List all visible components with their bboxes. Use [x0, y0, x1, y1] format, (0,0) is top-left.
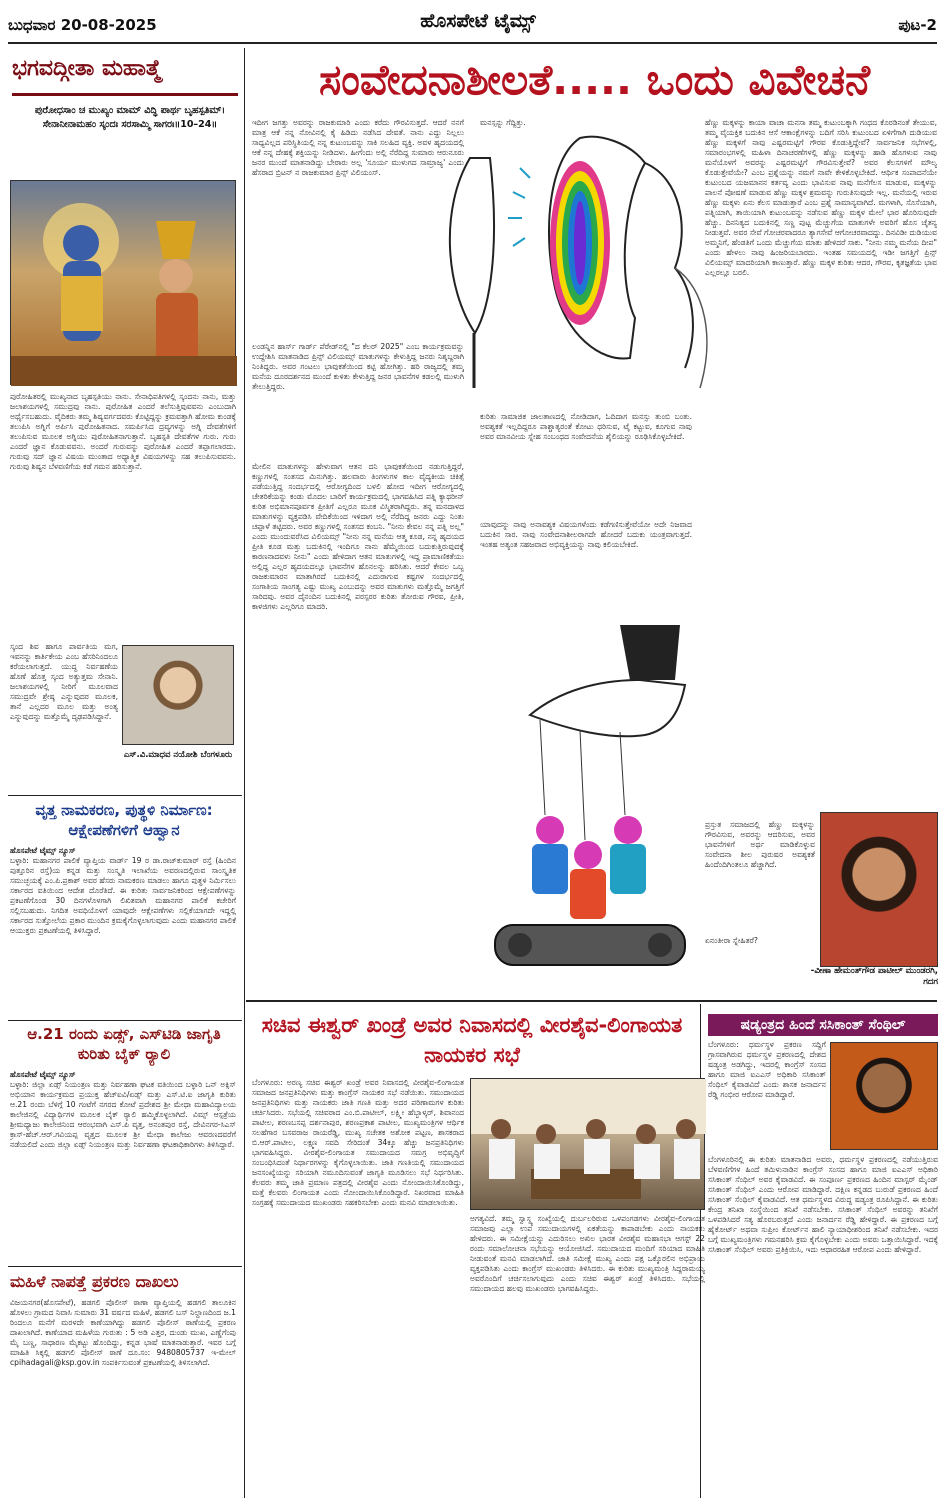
gita-body-text: ಪುರೋಹಿತರಲ್ಲಿ ಮುಖ್ಯನಾದ ಬೃಹಸ್ಪತಿಯು ನಾನು. ಸೇನಾಧಿಪತಿಗಳಲ್ಲಿ ಸ್ಕಂದನು ನಾನು, ಮತ್ತು ಜಲಾಶಯಗಳಲ್ಲಿ ಸಮುದ್ರವು ನಾನು. ಪುರೋಹಿತ ಎಂದರೆ ತಲೆಸುತ್ತಿವುವವನು ಎಂಬುದಾಗಿ ಅರ್ಥೈಸಬಹುದು. ವೈದಿಕರು ತಮ್ಮ ಶಿಷ್ಯವರ್ಗದವರು ಕೊಟ್ಟಿದ್ದನ್ನು ಕ್ರಮವತ್ತಾಗಿ ಹೋಮ ಕುಂಡಕ್ಕೆ ತಲುಪಿಸಿ ಅಗ್ನಿಗೆ ಅರ್ಪಿಸಿ ಪುರೋಹಿತನಾದ. ಸಮರ್ಪಿಸಿದ ದ್ರವ್ಯಗಳನ್ನು ಅಗ್ನಿ ದೇವತೆಗಳಿಗೆ ತಲುಪಿಸುವ ಮೂಲಕ ಅಗ್ನಿಯು ಪುರೋಹಿತನಾಗುತ್ತಾನೆ. ಬೃಹಸ್ಪತಿ ದೇವತೆಗಳ ಗುರು. ಗುರು ಎಂದರೆ ಜ್ಞಾನ ಕೊಡುವವನು. ಅಂದರೆ ಗುರುವನ್ನು ಪುರೋಹಿತ ಎಂದರೆ ತಪ್ಪಾಗಲಾರದು. ಗುರುವು ಸದ್ ಜ್ಞಾನ ವಿಷಯ ಮುಂತಾದ ಅಧ್ಯಾತ್ಮಿಕ ವಿಷಯಗಳನ್ನು ಸಹ ತಲುಪಿಸುವವನು. ಗುರುವು ಶಿಷ್ಯನ ಬೆಳವಣಿಗೆಯ ಕಡೆ ಗಮನ ಹರಿಸುತ್ತಾನೆ. — [10, 392, 236, 472]
main-article-london: ಲಂಡನ್ನಿನ ಹಾರ್ಸ್ ಗಾರ್ಡ್ ಪೆರೇಡ್‌ನಲ್ಲಿ "ದ ಕೆಲರ್ 2025" ಎಂಬ ಕಾರ್ಯಕ್ರಮವನ್ನು ಉದ್ದೇಶಿಸಿ ಮಾತನಾಡಿದ ಪ್ರಿನ್ಸ್ ವಿಲಿಯಮ್ಸ್ ಮಾತುಗಳನ್ನು ಕೇಳುತ್ತಿದ್ದ ಜನರು ನಿಶ್ಶಬ್ದರಾಗಿ ನಿಂತಿದ್ದರು. ಅವರ ಗಂಟಲು ಭಾವುಕತೆಯಿಂದ ಕಟ್ಟಿ ಹೋಗಿತ್ತು. ಹರಿ ರಾಜ್ಯದಲ್ಲಿ ತಮ್ಮ ಮನೆಯ ದೂರದರ್ಶನದ ಮುಂದೆ ಕುಳಿತು ಕೇಳುತ್ತಿದ್ದ ಜನರ ಭಾವನೆಗಳ ಕಡಲಲ್ಲಿ ಮುಳುಗಿ ತೇಲುತ್ತಿದ್ದರು. — [252, 342, 464, 392]
section-divider — [8, 1266, 242, 1267]
aids-rally-body-text — [10, 1070, 236, 1260]
naming-body-content: ಬಳ್ಳಾರಿ: ಮಹಾನಗರ ಪಾಲಿಕೆ ವ್ಯಾಪ್ತಿಯ ವಾರ್ಡ್ 19 ರ ಡಾ.ರಾಜ್‌ಕುಮಾರ್ ರಸ್ತೆ (ಹಿಂದಿನ ಪುತ್ತೂರಿನ ರಸ್ತೆ)ಯ ಕನ್ನಡ ಮತ್ತು ಸಂಸ್ಕೃತಿ ಇಲಾಖೆಯ ಅವರಣದಲ್ಲಿರುವ ಸಾಂಸ್ಕೃತಿಕ ಸಮುಚ್ಛಯಕ್ಕೆ ಎಂ.ಪಿ.ಪ್ರಕಾಶ್ ಅವರ ಹೆಸರು ನಾಮಕರಣ ಮಾಡಲು ಹಾಗೂ ಪುತ್ಥಳಿ ನಿರ್ಮಿಸಲು ಸರ್ಕಾರದ ವತಿಯಿಂದ ಆದೇಶ ದೊರೆತಿದೆ. ಈ ಕುರಿತು ಸಾರ್ವಜನಿಕರಿಂದ ಆಕ್ಷೇಪಣೆಗಳನ್ನು ಪ್ರಕಟಣೆಗೊಂಡ 30 ದಿನಗಳೊಳಗಾಗಿ ಲಿಖಿತವಾಗಿ ಮಹಾನಗರ ಪಾಲಿಕೆ ಕಚೇರಿಗೆ ಸಲ್ಲಿಸಬಹುದು. ನಿಗದಿತ ಅವಧಿಯೊಳಗೆ ಯಾವುದೇ ಆಕ್ಷೇಪಣೆಗಳು ಸಲ್ಲಿಕೆಯಾಗದೇ ಇದ್ದಲ್ಲಿ ಸರ್ಕಾರದ ಸುತ್ತೋಲೆಯ ಪ್ರಕಾರ ಮುಂದಿನ ಕ್ರಮಕೈಗೊಳ್ಳಲಾಗುವುದು ಎಂದು ಮಹಾನಗರ ಪಾಲಿಕೆ ಆಯುಕ್ತರು ಪ್ರಕಟಣೆಯಲ್ಲಿ ತಿಳಿಸಿದ್ದಾರೆ. — [10, 856, 236, 936]
columnist-caption: -ವೀಣಾ ಹೇಮಂತ್‌ಗೌಡ ಪಾಟೀಲ್ ಮುಂಡರಗಿ, ಗದಗ — [810, 966, 938, 988]
gita-verse: ಪುರೋಧಸಾಂ ಚ ಮುಖ್ಯಂ ಮಾಮ್ ವಿದ್ಧಿ ಪಾರ್ಥ ಬೃಹಸ್ಪತಿಮ್। ಸೇನಾನೀನಾಮಹಂ ಸ್ಕಂದಃ ಸರಸಾಮ್ಮಿ ಸಾಗರಃ॥10–24॥ — [34, 105, 226, 131]
naming-byline: ಹೊಸಪೇಟೆ ಟೈಮ್ಸ್ ನ್ಯೂಸ್ — [10, 846, 76, 855]
sasikanth-body-text: ಬೆಂಗಳೂರು: ಧರ್ಮಸ್ಥಳ ಪ್ರಕರಣ ಸದ್ದಿಗೆ ಗ್ರಾಸವಾಗಿರುವ ಧರ್ಮಸ್ಥಳ ಪ್ರಕರಣದಲ್ಲಿ ದೇಶದ ಷಡ್ಯಂತ್ರ ಅಡಗಿದ್ದು, ಇದರಲ್ಲಿ ಕಾಂಗ್ರೆಸ್ ಸಂಸದ ಹಾಗೂ ಮಾಜಿ ಐಎಎಸ್ ಅಧಿಕಾರಿ ಸಸಿಕಾಂತ್ ಸೆಂಥಿಲ್ ಕೈವಾಡವಿದೆ ಎಂದು ಶಾಸಕ ಜನಾರ್ದನ ರೆಡ್ಡಿ ಗಂಭೀರ ಆರೋಪ ಮಾಡಿದ್ದಾರೆ. — [708, 1040, 826, 1100]
header-divider — [8, 42, 937, 44]
author-photo — [122, 645, 234, 745]
main-article-conclusion: ಪ್ರಸ್ತುತ ಸಮಾಜದಲ್ಲಿ ಹೆಣ್ಣು ಮಕ್ಕಳನ್ನು ಗೌರವಿಸುವ, ಅವರನ್ನು ಆದರಿಸುವ, ಅವರ ಭಾವನೆಗಳಿಗೆ ಅರ್ಥ ಮಾಡಿಕೊಳ್ಳುವ ಸಂವೇದನಾ ಶೀಲ ಪುರುಷರ ಅವಶ್ಯಕತೆ ಹಿಂದೆಂದಿಗಿಂತಲೂ ಹೆಚ್ಚಾಗಿದೆ. — [705, 820, 815, 870]
column-divider — [244, 48, 245, 1498]
section-divider — [8, 795, 242, 796]
naming-headline: ವೃತ್ತ ನಾಮಕರಣ, ಪುತ್ಥಳಿ ನಿರ್ಮಾಣ: ಆಕ್ಷೇಪಣೆಗಳಿಗೆ ಆಹ್ವಾನ — [35, 801, 213, 840]
main-headline: ಸಂವೇದನಾಶೀಲತೆ..... ಒಂದು ವಿವೇಚನೆ — [318, 55, 871, 104]
puppet-hand-illustration — [470, 620, 705, 992]
missing-woman-headline: ಮಹಿಳೆ ನಾಪತ್ತೆ ಪ್ರಕರಣ ದಾಖಲು — [10, 1272, 179, 1291]
mask-face-illustration — [430, 118, 720, 413]
meeting-photo — [470, 1078, 705, 1210]
page-number: ಪುಟ-2 — [898, 16, 937, 34]
aids-body-content: ಬಳ್ಳಾರಿ: ಜಿಲ್ಲಾ ಏಡ್ಸ್ ನಿಯಂತ್ರಣ ಮತ್ತು ನಿರ್ವಹಣಾ ಘಟಕ ವತಿಯಿಂದ ಬಳ್ಳಾರಿ ಒನ್ ಅಕ್ಸಿಸ್ ಅಭಿಯಾನ ಕಾರ್ಯಕ್ರಮದ ಪ್ರಯುಕ್ತ ಹೆಚ್‌ಐವಿ/ಏಡ್ಸ್ ಮತ್ತು ಎಸ್.ಟಿ.ಐ ಜಾಗೃತಿ ಕುರಿತು ಆ.21 ರಂದು ಬೆಳಿಗ್ಗೆ 10 ಗಂಟೆಗೆ ನಗರದ ಕೋಟೆ ಪ್ರದೇಶದ ಶ್ರೀ ಮೇಧಾ ಮಹಾವಿದ್ಯಾಲಯ ಕಾಲೇಜಿನಲ್ಲಿ ವಿದ್ಯಾರ್ಥಿಗಳ ಮೂಲಕ ಬೈಕ್ ರ್‍ಯಾಲಿ ಹಮ್ಮಿಕೊಳ್ಳಲಾಗಿದೆ. ವಿಮ್ಸ್ ಆಸ್ಪತ್ರೆಯ ಶ್ರೀಮಧ್ಯಾಜು ಕಾಲೇಜಿನಿಂದ ಆರಂಭವಾಗಿ ಎಸ್.ಪಿ ವೃತ್ತ, ಅನಂತಪುರ ರಸ್ತೆ, ದೇವಿನಗರ-ಸಿಎಸ್ ಕ್ರಾಸ್-ಹೆಚ್.ಆರ್.ಗವಿಯಪ್ಪ ವೃತ್ತದ ಮೂಲಕ ಶ್ರೀ ಮೇಧಾ ಕಾಲೇಜು ಆವರಣದವರೆಗೆ ನಡೆಯಲಿದೆ ಎಂದು ಜಿಲ್ಲಾ ಏಡ್ಸ್ ನಿಯಂತ್ರಣ ಮತ್ತು ನಿರ್ವಹಣಾ ಘಟಕಾಧಿಕಾರಿಗಳು ತಿಳಿಸಿದ್ದಾರೆ. — [10, 1080, 236, 1150]
meeting-photo-art — [471, 1079, 706, 1211]
meeting-headline: ಸಚಿವ ಈಶ್ವರ್ ಖಂಡ್ರೆ ಅವರ ನಿವಾಸದಲ್ಲಿ ವೀರಶೈವ-ಲಿಂಗಾಯತ ನಾಯಕರ ಸಭೆ — [261, 1013, 683, 1068]
page-header — [8, 8, 937, 42]
missing-woman-body-text: ವಿಜಯನಗರ(ಹೊಸಪೇಟೆ), ಹಡಗಲಿ ಪೊಲೀಸ್ ಠಾಣಾ ವ್ಯಾಪ್ತಿಯಲ್ಲಿ ಹಡಗಲಿ ತಾಲೂಕಿನ ಹೊಳಲು ಗ್ರಾಮದ ನಿವಾಸಿ ಸುಮಾರು 31 ವರ್ಷದ ಮಹಿಳೆ, ಹಡಗಲಿ ಬಸ್ ನಿಲ್ದಾಣದಿಂದ ಜ.1 ರಿಂದಲೂ ಮನೆಗೆ ಮರಳದೇ ಕಾಣೆಯಾಗಿದ್ದು ಹಡಗಲಿ ಪೊಲೀಸ್ ಠಾಣೆಯಲ್ಲಿ ಪ್ರಕರಣ ದಾಖಲಾಗಿದೆ. ಕಾಣೆಯಾದ ಮಹಿಳೆಯ ಗುರುತು : 5 ಅಡಿ ಎತ್ತರ, ದುಂಡು ಮುಖ, ಎಣ್ಣೆಗೆಂಪು ಮೈ ಬಣ್ಣ, ಸಾಧಾರಣ ಮೈಕಟ್ಟು ಹೊಂದಿದ್ದು, ಕನ್ನಡ ಭಾಷೆ ಮಾತನಾಡುತ್ತಾರೆ. ಇವರ ಬಗ್ಗೆ ಮಾಹಿತಿ ಸಿಕ್ಕಲ್ಲಿ ಹಡಗಲಿ ಪೊಲೀಸ್ ಠಾಣೆ ದೂ.ಸಂ: 9480805737 ಇ-ಮೇಲ್ cpihadagali@ksp.gov.in ಸಂಪರ್ಕಿಸುವಂತೆ ಪ್ರಕಟಣೆಯಲ್ಲಿ ತಿಳಿಸಲಾಗಿದೆ. — [10, 1298, 236, 1368]
mask-illustration-svg — [430, 118, 720, 413]
krishna-arjuna-illustration — [10, 180, 236, 385]
sasikanth-photo — [830, 1042, 938, 1150]
section-divider — [246, 1000, 937, 1002]
main-article-intro: ಇದೀಗ ಜಗತ್ತು ಅವರನ್ನು ರಾಜಕುಮಾರಿ ಎಂದು ಕರೆದು ಗೌರವಿಸುತ್ತದೆ. ಆದರೆ ನನಗೆ ಮಾತ್ರ ಆಕೆ ನನ್ನ ನೋವಿನಲ್ಲಿ ಕೈ ಹಿಡಿದು ನಡೆಸಿದ ದೇವತೆ. ನಾನು ಎದ್ದು ನಿಲ್ಲಲು ಸಾಧ್ಯವಿಲ್ಲದ ಪರಿಸ್ಥಿತಿಯಲ್ಲಿ ನನ್ನ ಕುಟುಂಬವನ್ನು ಸಾಕಿ ಸಲಹಿದ ವ್ಯಕ್ತಿ. ಅವಳ ಹೃದಯದಲ್ಲಿ ಆಕೆ ನನ್ನ ದೇಹಕ್ಕೆ ಶಕ್ತಿಯನ್ನು ನೀಡಿದಳು. ಹೀಗೆಂದು ಅಲ್ಲಿ ನೆರೆದಿದ್ದ ಸುಮಾರು ಆರುನೂರು ಜನರ ಮುಂದೆ ಮಾತನಾಡಿದ್ದು ಬೇರಾರು ಅಲ್ಲ 'ಸೂರ್ಯ ಮುಳುಗದ ಸಾಮ್ರಾಜ್ಯ' ಎಂದು ಹೆಸರಾದ ಬ್ರಿಟನ್ ನ ರಾಜಕುಮಾರ ಪ್ರಿನ್ಸ್ ವಿಲಿಯಂಸ್. — [252, 118, 464, 178]
krishna-arjuna-art — [11, 181, 237, 386]
aids-rally-headline: ಆ.21 ರಂದು ಏಡ್ಸ್, ಎಸ್‌ಟಿಡಿ ಜಾಗೃತಿ ಕುರಿತು ಬೈಕ್ ರ್‍ಯಾಲಿ — [27, 1025, 221, 1064]
gita-body-text-continued: ಸ್ಕಂದ ಶಿವ ಹಾಗೂ ಪಾರ್ವತಿಯ ಮಗ, ಇವನನ್ನು ಕಾರ್ತಿಕೇಯ ಎಂಬ ಹೆಸರಿನಿಂದಲೂ ಕರೆಯಲಾಗುತ್ತದೆ. ಯುದ್ಧ ನಿರ್ವಹಣೆಯ ಹೊಣೆ ಹೊತ್ತ ಸ್ಕಂದ ಅತ್ಯುತ್ತಮ ಸೇನಾನಿ. ಜಲಾಶಯಗಳಲ್ಲಿ ನೀರಿಗೆ ಮೂಲವಾದ ಸಮುದ್ರವೇ ಶ್ರೇಷ್ಠ ಎನ್ನುವುದರ ಮೂಲಕ, ತಾನೆ ಎಲ್ಲದರ ಮೂಲ ಮತ್ತು ಅಂತ್ಯ ಎನ್ನುವುದನ್ನು ಮತ್ತೊಮ್ಮೆ ದೃಢಪಡಿಸಿದ್ದಾನೆ. — [10, 642, 118, 722]
main-article-col2-start: ಮನಸ್ಸನ್ನು ಗೆದ್ದಿತ್ತು. — [480, 118, 526, 127]
section-divider — [8, 1020, 242, 1021]
gita-headline: ಭಗವದ್ಗೀತಾ ಮಹಾತ್ಮೆ — [12, 56, 238, 96]
main-article-closing-question: ಏನಂತೀರಾ ಸ್ನೇಹಿತರೆ? — [705, 936, 758, 945]
columnist-photo — [820, 812, 938, 967]
main-article-middle: ಕುರಿತು ಸಾಮಾಜಿಕ ಜಾಲತಾಣದಲ್ಲಿ ನೋಡಿದಾಗ, ಓದಿದಾಗ ಮನಸ್ಸು ತುಂಬಿ ಬಂತು. ಅವಶ್ಯಕತೆ ಇಲ್ಲದಿದ್ದರೂ ಪಾಶ್ಚಾತ್ಯರಂತೆ ಕೋಟು ಧರಿಸುವ, ಟೈ ಕಟ್ಟುವ, ಕೂಗುವ ನಾವು ಅವರ ಮಾನವೀಯ ಸ್ನೇಹ ಸಂಬಂಧದ ಸಂವೇದನೆಯ ಶೈಲಿಯನ್ನು ರೂಢಿಸಿಕೊಳ್ಳಬೇಕಿದೆ. — [480, 412, 692, 442]
aids-byline: ಹೊಸಪೇಟೆ ಟೈಮ್ಸ್ ನ್ಯೂಸ್ — [10, 1070, 76, 1079]
puppet-illustration-svg — [470, 620, 705, 992]
main-article-middle-continued: ಯಾವುದನ್ನು ನಾವು ಅನಾವಶ್ಯಕ ವಿಷಯಗಳೆಂದು ಕಡೆಗಣಿಸುತ್ತೇವೆಯೋ ಅದೇ ನಿಜವಾದ ಬದುಕಿನ ಸಾರ. ನಾವು ಸಂವೇದನಾಶೀಲರಾಗದೇ ಹೋದರೆ ಬದುಕು ಯಂತ್ರವಾಗುತ್ತದೆ. ಇಂತಹ ಅತ್ಯಂತ ಸಹಜವಾದ ಅಭಿವ್ಯಕ್ತಿಯನ್ನು ನಾವು ಕಲಿಯಬೇಕಿದೆ. — [480, 520, 692, 550]
meeting-body-text: ಬೆಂಗಳೂರು: ಅರಣ್ಯ ಸಚಿವ ಈಶ್ವರ್ ಖಂಡ್ರೆ ಅವರ ನಿವಾಸದಲ್ಲಿ ವೀರಶೈವ-ಲಿಂಗಾಯತ ಸಮಾಜದ ಜನಪ್ರತಿನಿಧಿಗಳು ಮತ್ತು ಕಾಂಗ್ರೆಸ್ ನಾಯಕರ ಸಭೆ ನಡೆಯಿತು. ಸಮುದಾಯದ ಜನಪ್ರತಿನಿಧಿಗಳು ಮತ್ತು ನಾಯಕರು ಜಾತಿ ಗಣತಿ ಮತ್ತು ಅದರ ಪರಿಣಾಮಗಳ ಕುರಿತು ಚರ್ಚಿಸಿದರು. ಸಭೆಯಲ್ಲಿ ಸಚಿವರಾದ ಎಂ.ಬಿ.ಪಾಟೀಲ್, ಲಕ್ಷ್ಮೀ ಹೆಬ್ಬಾಳ್ಕರ್, ಶಿವಾನಂದ ಪಾಟೀಲ, ಶರಣಬಸಪ್ಪ ದರ್ಶನಾಪುರ, ಶರಣಪ್ರಕಾಶ ಪಾಟೀಲ, ಮುಖ್ಯಮಂತ್ರಿಗಳ ಆರ್ಥಿಕ ಸಲಹೆಗಾರ ಬಸವರಾಜ ರಾಯರೆಡ್ಡಿ, ಮುಖ್ಯ ಸಚೇತಕ ಅಶೋಕ ಪಟ್ಟಣ, ಶಾಸಕರಾದ ಬಿ.ಆರ್.ಪಾಟೀಲ, ಲಕ್ಷ್ಮಣ ಸವದಿ ಸೇರಿದಂತೆ 34ಕ್ಕೂ ಹೆಚ್ಚು ಜನಪ್ರತಿನಿಧಿಗಳು ಭಾಗವಹಿಸಿದ್ದರು. ವೀರಶೈವ-ಲಿಂಗಾಯತ ಸಮುದಾಯದ ಸಮಗ್ರ ಅಭಿವೃದ್ಧಿಗೆ ಸಂಬಂಧಿಸಿದಂತೆ ನಿರ್ಧಾರಗಳನ್ನು ಕೈಗೊಳ್ಳಲಾಯಿತು. ಜಾತಿ ಗಣತಿಯಲ್ಲಿ ಸಮುದಾಯದ ಜನಸಂಖ್ಯೆಯನ್ನು ಸರಿಯಾಗಿ ನಮೂದಿಸುವಂತೆ ಜಾಗೃತಿ ಮೂಡಿಸಲು ಸಭೆ ನಿರ್ಧರಿಸಿತು. ಕೆಲವರು ತಮ್ಮ ಜಾತಿ ಪ್ರಮಾಣ ಪತ್ರದಲ್ಲಿ ವೀರಶೈವ ಎಂದು ನೋಂದಾಯಿಸಿಕೊಂಡಿದ್ದು, ಮತ್ತೆ ಕೆಲವರು ಲಿಂಗಾಯತ ಎಂದು ನೋಂದಾಯಿಸಿಕೊಂಡಿದ್ದಾರೆ. ನಿಖರವಾದ ಮಾಹಿತಿ ಸಂಗ್ರಹಕ್ಕೆ ಸಮುದಾಯದ ಮುಖಂಡರು ಸಹಕರಿಸಬೇಕು ಎಂದು ಮನವಿ ಮಾಡಲಾಯಿತು. — [252, 1078, 464, 1208]
sasikanth-body-text-continued: ಬೆಂಗಳೂರಿನಲ್ಲಿ ಈ ಕುರಿತು ಮಾತನಾಡಿದ ಅವರು, ಧರ್ಮಸ್ಥಳ ಪ್ರಕರಣದಲ್ಲಿ ನಡೆಯುತ್ತಿರುವ ಬೆಳವಣಿಗೆಗಳ ಹಿಂದೆ ತಮಿಳುನಾಡಿನ ಕಾಂಗ್ರೆಸ್ ಸಂಸದ ಹಾಗೂ ಮಾಜಿ ಐಎಎಸ್ ಅಧಿಕಾರಿ ಸಸಿಕಾಂತ್ ಸೆಂಥಿಲ್ ಅವರ ಕೈವಾಡವಿದೆ. ಈ ಸಂಪೂರ್ಣ ಪ್ರಕರಣದ ಹಿಂದಿನ ಮಾಸ್ಟರ್ ಮೈಂಡ್ ಸಸಿಕಾಂತ್ ಸೆಂಥಿಲ್ ಎಂದು ಆರೋಪ ಮಾಡಿದ್ದಾರೆ. ದಕ್ಷಿಣ ಕನ್ನಡದ ಬುರುಡೆ ಪ್ರಕರಣದ ಹಿಂದೆ ಸಸಿಕಾಂತ್ ಸೆಂಥಿಲ್ ಕೈವಾಡವಿದೆ. ಆತ ಧರ್ಮಸ್ಥಳದ ವಿರುದ್ಧ ಷಡ್ಯಂತ್ರ ರೂಪಿಸಿದ್ದಾನೆ. ಈ ಕುರಿತು ಕೇಂದ್ರ ತನಿಖಾ ಸಂಸ್ಥೆಯಿಂದ ತನಿಖೆ ನಡೆಸಬೇಕು. ಸಸಿಕಾಂತ್ ಸೆಂಥಿಲ್ ಅವರನ್ನು ತನಿಖೆಗೆ ಒಳಪಡಿಸಿದರೆ ಸತ್ಯ ಹೊರಬರುತ್ತದೆ ಎಂದು ಜನಾರ್ದನ ರೆಡ್ಡಿ ಹೇಳಿದ್ದಾರೆ. ಈ ಪ್ರಕರಣದ ಬಗ್ಗೆ ಹೈಕೋರ್ಟ್ ಅಥವಾ ಸುಪ್ರೀಂ ಕೋರ್ಟ್‌ನ ಹಾಲಿ ನ್ಯಾಯಾಧೀಶರಿಂದ ತನಿಖೆ ನಡೆಸಬೇಕು. ಇದರ ಬಗ್ಗೆ ಮುಖ್ಯಮಂತ್ರಿಗಳು ಗಮನಹರಿಸಿ ಕ್ರಮ ಕೈಗೊಳ್ಳಬೇಕು ಎಂದು ಅವರು ಒತ್ತಾಯಿಸಿದ್ದಾರೆ. ಇದಕ್ಕೆ ಸಸಿಕಾಂತ್ ಸೆಂಥಿಲ್ ಅವರು ಪ್ರತಿಕ್ರಿಯಿಸಿ, ಇದು ಆಧಾರರಹಿತ ಆರೋಪ ಎಂದು ಹೇಳಿದ್ದಾರೆ. — [708, 1155, 938, 1255]
sasikanth-headline: ಷಡ್ಯಂತ್ರದ ಹಿಂದೆ ಸಸಿಕಾಂತ್ ಸೆಂಥಿಲ್ — [708, 1014, 938, 1036]
main-article-body: ಮೇಲಿನ ಮಾತುಗಳನ್ನು ಹೇಳುವಾಗ ಆತನ ದನಿ ಭಾವುಕತೆಯಿಂದ ನಡುಗುತ್ತಿದ್ದರೆ, ಕಣ್ಣುಗಳಲ್ಲಿ ಸಂತಸದ ಮಿನುಗಿತ್ತು. ಹಲವಾರು ತಿಂಗಳುಗಳ ಕಾಲ ವೈದ್ಯಕೀಯ ಚಿಕಿತ್ಸೆ ಪಡೆಯುತ್ತಿದ್ದ ಸಂದರ್ಭದಲ್ಲಿ ಆರೋಗ್ಯದಿಂದ ಬಳಲಿ ಹೋದ ಇದೀಗ ಆರೋಗ್ಯದಲ್ಲಿ ಚೇತರಿಕೆಯನ್ನು ಕಂಡು ಮೊದಲ ಬಾರಿಗೆ ಕಾರ್ಯಕ್ರಮದಲ್ಲಿ ಭಾಗವಹಿಸಿದ ಪತ್ನಿ ಕ್ಯಾಥರೀನ್ ಕುರಿತ ಅಭಿಮಾನಪೂರ್ವಕ ಪ್ರೀತಿಗೆ ಎಲ್ಲರೂ ಮೂಕ ವಿಸ್ಮಿತರಾಗಿದ್ದರು. ತನ್ನ ಮನದಾಳದ ಮಾತುಗಳನ್ನು ವ್ಯಕ್ತಪಡಿಸಿ ವೇದಿಕೆಯಿಂದ ಇಳಿದಾಗ ಅಲ್ಲಿ ನೆರೆದಿದ್ದ ಜನರು ಎದ್ದು ನಿಂತು ಚಪ್ಪಾಳೆ ತಟ್ಟಿದರು. ಅವರ ಕಣ್ಣುಗಳಲ್ಲಿ ಸಂತಸದ ಕಂಬನಿ. "ನೀನು ಕೇವಲ ನನ್ನ ಪತ್ನಿ ಅಲ್ಲ" ಎಂದು ಮುಂದುವರೆಸಿದ ವಿಲಿಯಮ್ಸ್ "ನೀನು ನನ್ನ ಮನೆಯ ಆತ್ಮ ಕೂಡ, ನನ್ನ ಹೃದಯದ ಪ್ರೀತಿ ಕೂಡ ಮತ್ತು ಬದುಕಿನಲ್ಲಿ ಇಂದಿಗೂ ನಾನು ಹೆಮ್ಮೆಯಿಂದ ಬದುಕುತ್ತಿರುವುದಕ್ಕೆ ಕಾರಣನಾದವಳು ನೀನು" ಎಂದು ಹೇಳಿದಾಗ ಆತನ ಮಾತುಗಳಲ್ಲಿ ಇದ್ದ ಪ್ರಾಮಾಣಿಕತೆಯು ಅಲ್ಲಿದ್ದ ಎಲ್ಲರ ಹೃದಯದಲ್ಲೂ ಭಾವನೆಗಳ ಹೊನಲನ್ನು ಹರಿಸಿತು. ಆದರೆ ಕೇವಲ ಒಬ್ಬ ರಾಜಕುಮಾರನ ಮಾತಾಗಿರದೆ ಬದುಕಿನಲ್ಲಿ ಎದುರಾಗುವ ಕಷ್ಟಗಳ ಸಂದರ್ಭದಲ್ಲಿ ಸಂಗಾತಿಯ ಸಾಂಗತ್ಯ ಎಷ್ಟು ಮುಖ್ಯ ಎಂಬುದನ್ನು ಅವರ ಮಾತುಗಳು ಮತ್ತೊಮ್ಮೆ ಜಗತ್ತಿಗೆ ಸಾರಿದವು. ಅವರ ದೈನಂದಿನ ಬದುಕಿನಲ್ಲಿ ಪರಸ್ಪರರ ಕುರಿತು ತೋರುವ ಗೌರವ, ಪ್ರೀತಿ, ಕಾಳಜಿಗಳು ಎಲ್ಲರಿಗೂ ಮಾದರಿ. — [252, 462, 464, 612]
meeting-body-text-continued: ಅಗತ್ಯವಿದೆ. ತಮ್ಮ ಸ್ವಾಸ್ಥ್ಯ ಸಂಖ್ಯೆಯಲ್ಲಿ ದುರ್ಬಲರಿರುವ ಒಳಪಂಗಡಗಳು ವೀರಶೈವ-ಲಿಂಗಾಯತ ಸಮಾಜವು ಎಲ್ಲಾ ಉಪ ಸಮುದಾಯಗಳಲ್ಲಿ ಏಕತೆಯನ್ನು ಕಾಪಾಡಬೇಕು ಎಂದು ನಾಯಕರು ಹೇಳಿದರು. ಈ ಸಮೀಕ್ಷೆಯನ್ನು ಎದುರಿಸಲು ಅಖಿಲ ಭಾರತ ವೀರಶೈವ ಮಹಾಸಭಾ ಆಗಸ್ಟ್ 22 ರಂದು ಸಮಾಲೋಚನಾ ಸಭೆಯನ್ನು ಆಯೋಜಿಸಿದೆ. ಸಮುದಾಯದ ಮಂದಿಗೆ ಸರಿಯಾದ ಮಾಹಿತಿ ನೀಡುವಂತೆ ಮನವಿ ಮಾಡಲಾಗಿದೆ. ಜಾತಿ ಸಮೀಕ್ಷೆ ಮುಖ್ಯ ಎಂದು ಪಕ್ಷ ಒಕ್ಕೊರಲಿನ ಅಭಿಪ್ರಾಯ ವ್ಯಕ್ತಪಡಿಸಿತು ಎಂದು ಕಾಂಗ್ರೆಸ್ ಮುಖಂಡರು ತಿಳಿಸಿದರು. ಈ ಕುರಿತು ಮುಖ್ಯಮಂತ್ರಿ ಸಿದ್ದರಾಮಯ್ಯ ಅವರೊಂದಿಗೆ ಚರ್ಚಿಸಲಾಗುವುದು ಎಂದು ಸಚಿವ ಈಶ್ವರ್ ಖಂಡ್ರೆ ತಿಳಿಸಿದರು. ಸಭೆಯಲ್ಲಿ ಸಮುದಾಯದ ಹಲವು ಮುಖಂಡರು ಭಾಗವಹಿಸಿದ್ದರು. — [470, 1214, 705, 1294]
masthead: ಹೊಸಪೇಟೆ ಟೈಮ್ಸ್ — [420, 10, 536, 32]
main-article-right-column: ಹೆಣ್ಣು ಮಕ್ಕಳನ್ನು ಕಾಯಾ ವಾಚಾ ಮನಸಾ ತಮ್ಮ ಕುಟುಂಬಕ್ಕಾಗಿ ಗಂಧದ ಕೊರಡಿನಂತೆ ತೇಯುವ, ತಮ್ಮ ವೈಯಕ್ತಿಕ ಬದುಕಿನ ಆಸೆ ಆಕಾಂಕ್ಷೆಗಳನ್ನು ಬದಿಗೆ ಸರಿಸಿ ಕುಟುಂಬದ ಏಳಿಗೆಗಾಗಿ ದುಡಿಯುವ ಹೆಣ್ಣು ಮಕ್ಕಳಿಗೆ ನಾವು ಎಷ್ಟರಮಟ್ಟಿಗೆ ಗೌರವ ಕೊಡುತ್ತಿದ್ದೇವೆ? ಸಾರ್ವಜನಿಕ ಸಭೆಗಳಲ್ಲಿ, ಸಮಾರಂಭಗಳಲ್ಲಿ ಮಹಿಳಾ ದಿನಾಚರಣೆಗಳಲ್ಲಿ ಹೆಣ್ಣು ಮಕ್ಕಳನ್ನು ಹಾಡಿ ಹೊಗಳುವ ನಾವು ಮನೆಯೊಳಗೆ ಅವರನ್ನು ಎಷ್ಟರಮಟ್ಟಿಗೆ ಗೌರವಿಸುತ್ತೇವೆ? ಅವರ ಕೆಲಸಗಳಿಗೆ ಮೌಲ್ಯ ಕೊಡುತ್ತೇವೆಯೇ? ಎಂಬ ಪ್ರಶ್ನೆಯನ್ನು ನಮಗೆ ನಾವೇ ಕೇಳಿಕೊಳ್ಳಬೇಕಿದೆ. ಆರ್ಥಿಕ ಸಂಪಾದನೆಯೇ ಕುಟುಂಬದ ಯಜಮಾನನ ಕರ್ತವ್ಯ ಎಂದು ಭಾವಿಸುವ ನಾವು ಮನೆಗೆಲಸ ಮಾಡುವ, ಮಕ್ಕಳನ್ನು ಪಾಲನೆ ಪೋಷಣೆ ಮಾಡುವ ಹೆಣ್ಣು ಮಕ್ಕಳ ಶ್ರಮವನ್ನು ಗುರುತಿಸುವುದೇ ಇಲ್ಲ. ಮನೆಯಲ್ಲಿ ಇರುವ ಹೆಣ್ಣು ಮಕ್ಕಳು ಏನು ಕೆಲಸ ಮಾಡುತ್ತಾರೆ ಎಂಬ ಪ್ರಶ್ನೆ ಸಾಮಾನ್ಯವಾಗಿದೆ. ಮಗಳಾಗಿ, ಸೊಸೆಯಾಗಿ, ಪತ್ನಿಯಾಗಿ, ತಾಯಿಯಾಗಿ ಕುಟುಂಬವನ್ನು ನಡೆಸುವ ಹೆಣ್ಣು ಮಕ್ಕಳ ಮೇಲೆ ಭಾರ ಹೊರಿಸುವುದೇ ಹೆಚ್ಚು. ದಿನನಿತ್ಯದ ಬದುಕಿನಲ್ಲಿ ಸಣ್ಣ ಪುಟ್ಟ ಮೆಚ್ಚುಗೆಯ ಮಾತುಗಳೇ ಅವರಿಗೆ ಹೊಸ ಚೈತನ್ಯ ನೀಡುತ್ತವೆ. ಅವರ ಸೇವೆ ಗೋಚರವಾದರೂ ತ್ಯಾಗಸೇವೆ ಆಗೋಚರವಾದದ್ದು. ದಿನವಿಡೀ ದುಡಿಯುವ ಅಮ್ಮನಿಗೆ, ಹೆಂಡತಿಗೆ ಒಂದು ಮೆಚ್ಚುಗೆಯ ಮಾತು ಹೇಳಿದರೆ ಸಾಕು. "ನೀನು ನಮ್ಮ ಮನೆಯ ದೀಪ" ಎಂದು ಹೇಳಲು ನಾವು ಹಿಂಜರಿಯಬಾರದು. ಇಂತಹ ಸಮಯದಲ್ಲಿ ಇಡೀ ಜಗತ್ತಿಗೆ ಪ್ರಿನ್ಸ್ ವಿಲಿಯಮ್ಸ್ ಮಾದರಿಯಾಗಿ ಕಾಣುತ್ತಾರೆ. ಹೆಣ್ಣು ಮಕ್ಕಳ ಕುರಿತು ಆದರ, ಗೌರವ, ಕೃತಜ್ಞತೆಯ ಭಾವ ಎಲ್ಲರಲ್ಲೂ ಬರಲಿ. — [705, 118, 937, 278]
naming-body-text — [10, 846, 236, 1018]
issue-date: ಬುಧವಾರ 20-08-2025 — [8, 16, 157, 34]
author-caption: ಎಸ್.ವಿ.ಮಾಧವ ನಯೋಶಿ ಬೆಂಗಳೂರು — [123, 750, 233, 760]
